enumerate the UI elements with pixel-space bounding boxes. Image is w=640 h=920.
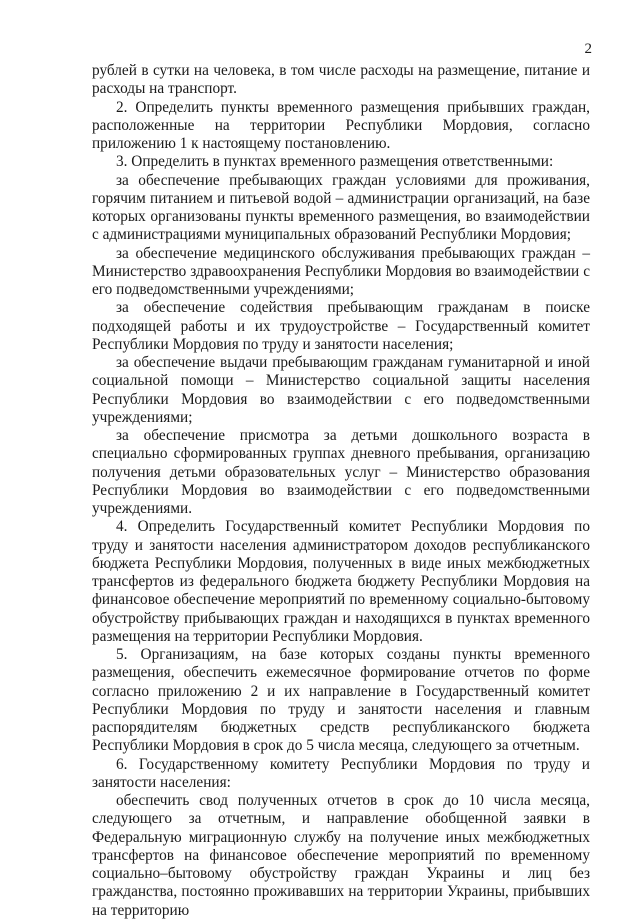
paragraph-continuation: рублей в сутки на человека, в том числе расходы на размещение, питание и расходы на транспорт.	[92, 62, 590, 98]
paragraph-item-5: 5. Организациям, на базе которых созданы пункты временного размещения, обеспечить ежемесячное формирование отчетов по форме согласно приложению 2 и их направление в Государственный комитет Республики Мордовия по труду и занятости населения и главным распорядителям бюджетных средств республиканского бюджета Республики Мордовия в срок до 5 числа месяца, следующего за отчетным.	[92, 646, 590, 755]
paragraph-item-6-reports: обеспечить свод полученных отчетов в срок до 10 числа месяца, следующего за отчетным, и направление обобщенной заявки в Федеральную миграционную службу на получение иных межбюджетных трансфертов на финансовое обеспечение мероприятий по временному социально–бытовому обустройству граждан Украины и лиц без гражданства, постоянно проживавших на территории Украины, прибывших на территорию	[92, 792, 590, 919]
paragraph-item-3-humanitarian: за обеспечение выдачи пребывающим гражданам гуманитарной и иной социальной помощи – Министерство социальной защиты населения Республики Мордовия во взаимодействии с его подведомственными учреждениями;	[92, 354, 590, 426]
paragraph-item-3-medical: за обеспечение медицинского обслуживания пребывающих граждан – Министерство здравоохранения Республики Мордовия во взаимодействии с его подведомственными учреждениями;	[92, 244, 590, 298]
paragraph-item-6: 6. Государственному комитету Республики Мордовия по труду и занятости населения:	[92, 755, 590, 791]
document-body	[92, 62, 590, 920]
paragraph-item-3-housing: за обеспечение пребывающих граждан условиями для проживания, горячим питанием и питьевой водой – администрации организаций, на базе которых организованы пункты временного размещения, во взаимодействии с администрациями муниципальных образований Республики Мордовия;	[92, 171, 590, 244]
page-number: 2	[584, 41, 592, 57]
paragraph-item-2: 2. Определить пункты временного размещения прибывших граждан, расположенные на территории Республики Мордовия, согласно приложению 1 к настоящему постановлению.	[92, 98, 590, 152]
paragraph-item-4: 4. Определить Государственный комитет Республики Мордовия по труду и занятости населения администратором доходов республиканского бюджета Республики Мордовия, полученных в виде иных межбюджетных трансфертов из федерального бюджета бюджету Республики Мордовия на финансовое обеспечение мероприятий по временному социально-бытовому обустройству прибывающих граждан и находящихся в пунктах временного размещения на территории Республики Мордовия.	[92, 518, 590, 645]
paragraph-item-3-employment: за обеспечение содействия пребывающим гражданам в поиске подходящей работы и их трудоустройстве – Государственный комитет Республики Мордовия по труду и занятости населения;	[92, 299, 590, 353]
paragraph-item-3: 3. Определить в пунктах временного размещения ответственными:	[116, 153, 554, 171]
paragraph-item-3-childcare: за обеспечение присмотра за детьми дошкольного возраста в специально сформированных группах дневного пребывания, организацию получения детьми образовательных услуг – Министерство образования Республики Мордовия во взаимодействии с его подведомственными учреждениями.	[92, 427, 590, 517]
